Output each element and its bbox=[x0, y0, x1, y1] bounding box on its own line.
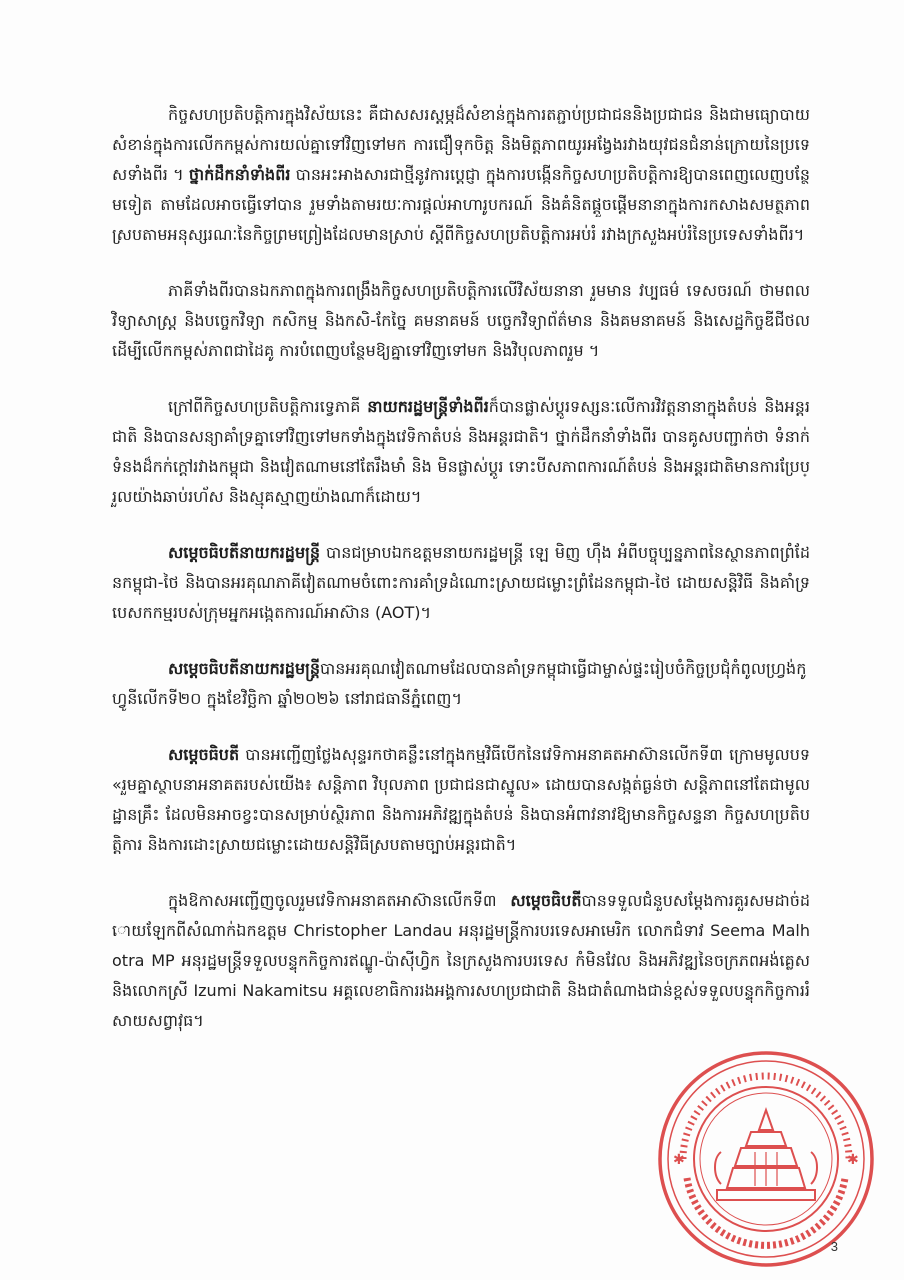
document-body bbox=[112, 100, 810, 1062]
paragraph-bold: សម្តេចធិបតីនាយករដ្ឋមន្ត្រី bbox=[168, 543, 321, 562]
paragraph-regional-views bbox=[112, 392, 810, 512]
paragraph-rest: ក៏បានផ្លាស់ប្តូរទស្សនៈលើការវិវត្តនានាក្នុងតំបន់ និងអន្តរជាតិ និងបានសន្យាគាំទ្រគ្នាទៅវិញទៅមកទាំងក្នុងវេទិកាតំបន់ និងអន្តរជាតិ។ ថ្នាក់ដឹកនាំទាំងពីរ បានគូសបញ្ជាក់ថា ទំនាក់ទំនងដ៏កក់ក្តៅរវាងកម្ពុជា និងវៀតណាមនៅតែរឹងមាំ និង មិនផ្លាស់ប្តូរ ទោះបីសភាពការណ៍តំបន់ និងអន្តរជាតិមានការប្រែប្រួលយ៉ាងឆាប់រហ័ស និងស្មុគស្មាញយ៉ាងណាក៏ដោយ។ bbox=[112, 397, 810, 506]
paragraph-bold: ថ្នាក់ដឹកនាំទាំងពីរ bbox=[188, 165, 291, 184]
page-number: 3 bbox=[830, 1239, 838, 1254]
paragraph-rest: បានអញ្ជើញថ្លែងសុន្ទរកថាគន្លឹះនៅក្នុងកម្មវិធីបើកនៃវេទិកាអនាគតអាស៊ានលើកទី៣ ក្រោមមូលបទ «រួមគ្នាស្ថាបនាអនាគតរបស់យើង៖ សន្តិភាព វិបុលភាព ប្រជាជនជាស្នូល» ដោយបានសង្កត់ធ្ងន់ថា សន្តិភាពនៅតែជាមូលដ្ឋានគ្រឹះ ដែលមិនអាចខ្វះបានសម្រាប់ស្ថិរភាព និងការអភិវឌ្ឍក្នុងតំបន់ និងបានអំពាវនាវឱ្យមានកិច្ចសន្ទនា កិច្ចសហប្រតិបត្តិការ និងការដោះស្រាយជម្លោះដោយសន្តិវិធីស្របតាមច្បាប់អន្តរជាតិ។ bbox=[112, 745, 810, 854]
paragraph-text: ភាគីទាំងពីរបានឯកភាពក្នុងការពង្រឹងកិច្ចសហប្រតិបត្តិការលើវិស័យនានា រួមមាន វប្បធម៌ ទេសចរណ៍ ថាមពល វិទ្យាសាស្ត្រ និងបច្ចេកវិទ្យា កសិកម្ម និងកសិ-កែច្នៃ គមនាគមន៍ បច្ចេកវិទ្យាព័ត៌មាន និងគមនាគមន៍ និងសេដ្ឋកិច្ចឌីជីថល ដើម្បីលើកកម្ពស់ភាពជាដៃគូ ការបំពេញបន្ថែមឱ្យគ្នាទៅវិញទៅមក និងវិបុលភាពរួម ។ bbox=[112, 281, 810, 360]
paragraph-rest: បានជម្រាបឯកឧត្តមនាយករដ្ឋមន្ត្រី ឡេ មិញ ហ៊ឹង អំពីបច្ចុប្បន្នភាពនៃស្ថានភាពព្រំដែនកម្ពុជា-ថៃ និងបានអរគុណភាគីវៀតណាមចំពោះការគាំទ្រដំណោះស្រាយជម្លោះព្រំដែនកម្ពុជា-ថៃ ដោយសន្តិវិធី និងគាំទ្របេសកកម្មរបស់ក្រុមអ្នកអង្កេតការណ៍អាស៊ាន (AOT)។ bbox=[112, 543, 810, 622]
paragraph-text: កិច្ចសហប្រតិបត្តិការក្នុងវិស័យនេះ គឺជាសសរស្តម្ភដ៏សំខាន់ក្នុងការតភ្ជាប់ប្រជាជននិងប្រជាជន និងជាមធ្យោបាយសំខាន់ក្នុងការលើកកម្ពស់ការយល់គ្នាទៅវិញទៅមក ការជឿទុកចិត្ត និងមិត្តភាពយូរអង្វែងរវាងយុវជនជំនាន់ក្រោយនៃប្រទេសទាំងពីរ ។ bbox=[112, 105, 810, 184]
paragraph-courtesy-calls bbox=[112, 886, 810, 1036]
paragraph-text: ក្រៅពីកិច្ចសហប្រតិបត្តិការទ្វេភាគី bbox=[168, 397, 368, 416]
paragraph-rest: បានទទួលជំនួបសម្តែងការគួរសមដាច់ដោយឡែកពីសំណាក់ឯកឧត្តម Christopher Landau អនុរដ្ឋមន្ត្រីការបរទេសអាមេរិក លោកជំទាវ Seema Malhotra MP អនុរដ្ឋមន្ត្រីទទួលបន្ទុកកិច្ចការឥណ្ឌូ-ប៉ាស៊ីហ្វិក នៃក្រសួងការបរទេស កំមិនវែល និងអភិវឌ្ឍនៃចក្រភពអង់គ្លេស និងលោកស្រី Izumi Nakamitsu អគ្គលេខាធិការរងអង្គការសហប្រជាជាតិ និងជាតំណាងជាន់ខ្ពស់ទទួលបន្ទុកកិច្ចការរំសាយសព្វាវុធ។ bbox=[112, 891, 810, 1030]
official-seal-stamp bbox=[655, 1048, 877, 1270]
paragraph-bold: សម្តេចធិបតីនាយករដ្ឋមន្ត្រី bbox=[168, 659, 321, 678]
paragraph-bold: សម្តេចធិបតី bbox=[510, 891, 582, 910]
paragraph-bold: នាយករដ្ឋមន្ត្រីទាំងពីរ bbox=[367, 397, 489, 416]
paragraph-border-situation bbox=[112, 538, 810, 628]
paragraph-education-cooperation bbox=[112, 100, 810, 250]
paragraph-francophonie-summit bbox=[112, 654, 810, 714]
svg-text:✱: ✱ bbox=[673, 1152, 685, 1168]
svg-text:✱: ✱ bbox=[847, 1152, 859, 1168]
paragraph-rest: បានអះអាងសារជាថ្មីនូវការប្តេជ្ញា ក្នុងការបង្កើនកិច្ចសហប្រតិបត្តិការឱ្យបានពេញលេញបន្ថែមទៀត តាមដែលអាចធ្វើទៅបាន រួមទាំងតាមរយៈការផ្តល់អាហារូបករណ៍ និងគំនិតផ្តួចផ្តើមនានាក្នុងការកសាងសមត្ថភាព ស្របតាមអនុស្សរណៈនៃកិច្ចព្រមព្រៀងដែលមានស្រាប់ ស្តីពីកិច្ចសហប្រតិបត្តិការអប់រំ រវាងក្រសួងអប់រំនៃប្រទេសទាំងពីរ។ bbox=[112, 165, 811, 244]
paragraph-sector-cooperation bbox=[112, 276, 810, 366]
paragraph-bold: សម្តេចធិបតី bbox=[168, 745, 240, 764]
paragraph-keynote-speech bbox=[112, 740, 810, 860]
paragraph-rest: បានអរគុណវៀតណាមដែលបានគាំទ្រកម្ពុជាធ្វើជាម្ចាស់ផ្ទះរៀបចំកិច្ចប្រជុំកំពូលហ្វ្រង់កូហ្វូនីលើកទី២០ ក្នុងខែវិច្ឆិកា ឆ្នាំ២០២៦ នៅរាជធានីភ្នំពេញ។ bbox=[112, 659, 807, 708]
seal-graphic bbox=[660, 1053, 872, 1265]
paragraph-text: ក្នុងឱកាសអញ្ជើញចូលរួមវេទិកាអនាគតអាស៊ានលើកទី៣ bbox=[168, 891, 511, 910]
